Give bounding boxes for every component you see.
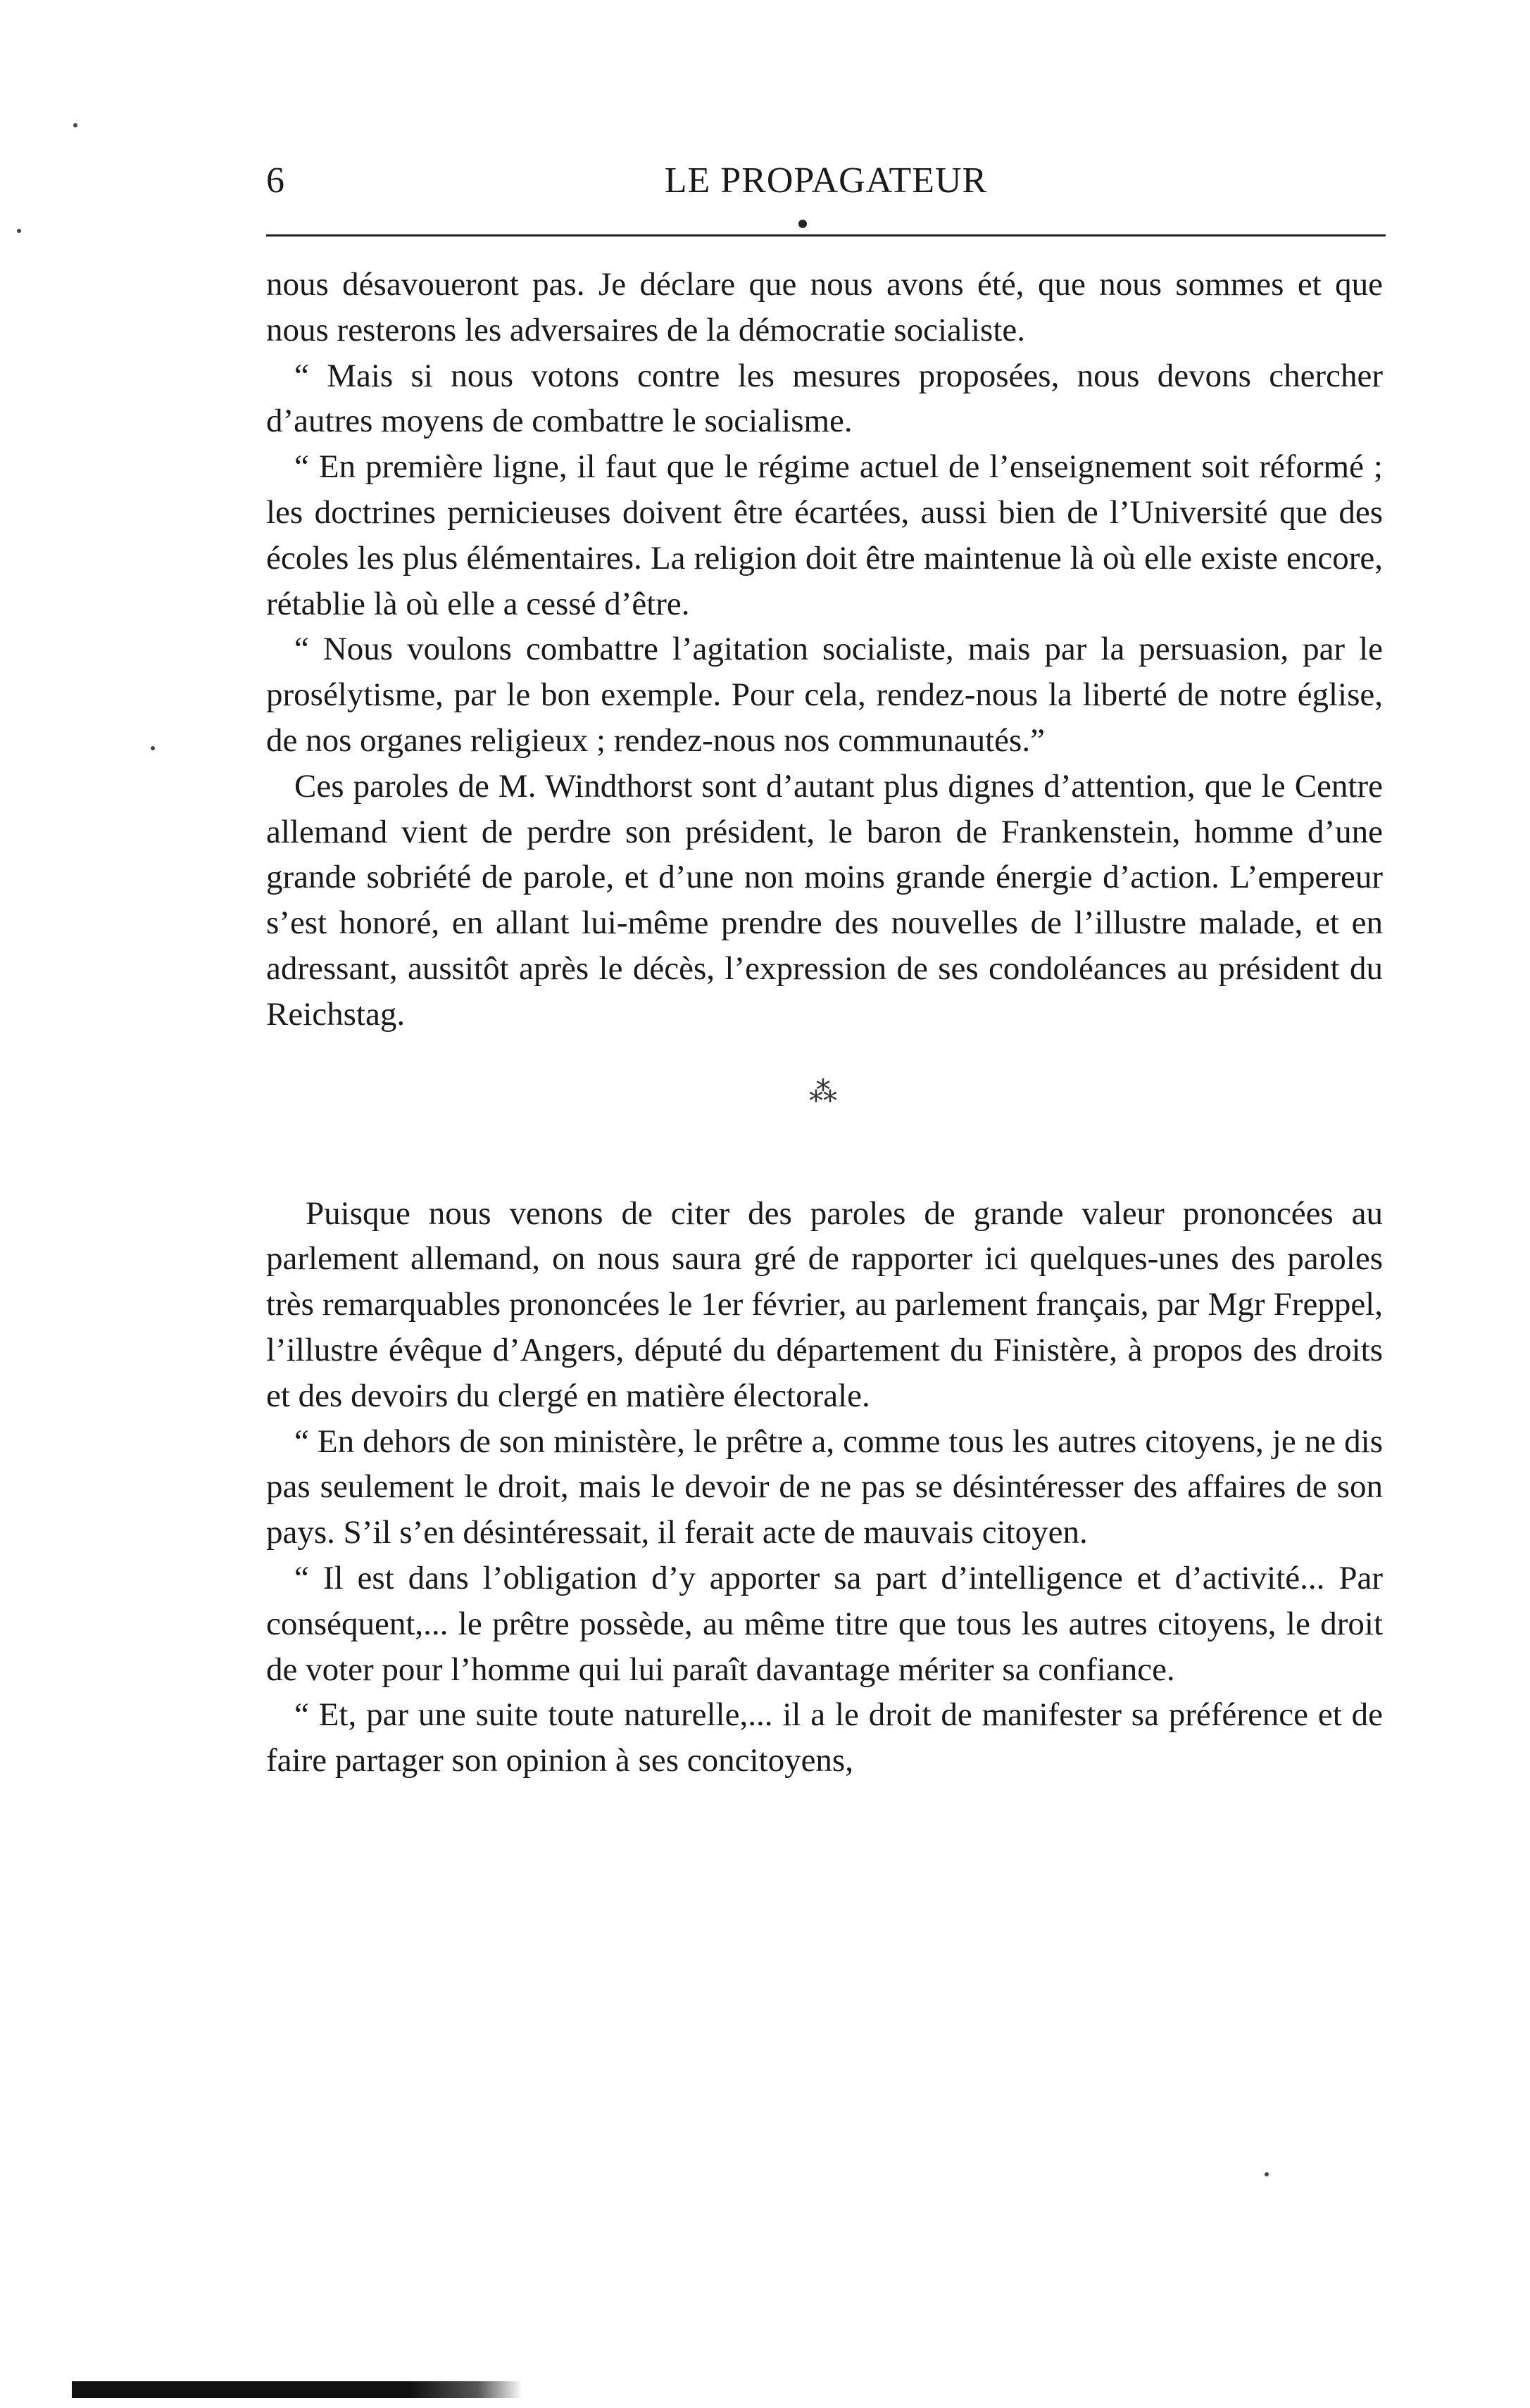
rule-dot bbox=[798, 220, 807, 228]
scan-speck bbox=[73, 123, 77, 127]
paragraph: Ces paroles de M. Windthorst sont d’autant plus dignes d’attention, que le Centre allemand vient de perdre son président, le baron de Frankenstein, homme d’une grande sobriété de parole, et d’une non moins grande énergie d’action. L’empereur s’est honoré, en allant lui-même prendre des nouvelles de l’illustre malade, et en adressant, aussitôt après le décès, l’expression de ses condoléances au président du Reichstag. bbox=[266, 767, 1383, 1033]
paragraph: Puisque nous venons de citer des paroles de grande valeur prononcées au parlement allemand, on nous saura gré de rapporter ici quelques-unes des paroles très remarquables prononcées le 1er février, au parlement français, par Mgr Freppel, l’illustre évêque d’Angers, député du département du Finistère, à propos des droits et des devoirs du clergé en matière électorale. bbox=[266, 1194, 1383, 1414]
running-title: LE PROPAGATEUR bbox=[664, 160, 988, 201]
paragraph: “ En dehors de son ministère, le prêtre a, comme tous les autres citoyens, je ne dis pas seulement le droit, mais le devoir de ne pas se désintéresser des affaires de son pays. S’il s’en désintéressait, il ferait acte de mauvais citoyen. bbox=[266, 1423, 1383, 1551]
section-break bbox=[266, 1156, 1383, 1191]
paragraph: nous désavoueront pas. Je déclare que nous avons été, que nous sommes et que nous resterons les adversaires de la démocratie socialiste. bbox=[266, 266, 1383, 348]
paragraph: “ Mais si nous votons contre les mesures proposées, nous devons chercher d’autres moyens de combattre le socialisme. bbox=[266, 357, 1383, 440]
paragraph: “ En première ligne, il faut que le régime actuel de l’enseignement soit réformé ; les doctrines pernicieuses doivent être écartées, aussi bien de l’Université que des écoles les plus élémentaires. La religion doit être maintenue là où elle existe encore, rétablie là où elle a cessé d’être. bbox=[266, 448, 1383, 622]
paragraph: “ Nous voulons combattre l’agitation socialiste, mais par la persuasion, par le prosélytisme, par le bon exemple. Pour cela, rendez-nous la liberté de notre église, de nos organes religieux ; rendez-nous nos communautés.” bbox=[266, 631, 1383, 759]
scan-artifact-bar bbox=[72, 2381, 522, 2398]
scan-speck bbox=[1265, 2172, 1269, 2176]
page-number: 6 bbox=[266, 160, 284, 201]
scan-speck bbox=[151, 746, 155, 750]
paragraph: “ Et, par une suite toute naturelle,... il a le droit de manifester sa préférence et de faire partager son opinion à ses concitoyens, bbox=[266, 1696, 1383, 1779]
page-header bbox=[266, 156, 1386, 206]
header-rule bbox=[266, 234, 1386, 237]
section-asterism: ⁂ bbox=[809, 1076, 840, 1108]
scan-speck bbox=[17, 229, 21, 233]
paragraph: “ Il est dans l’obligation d’y apporter sa part d’intelligence et d’activité... Par conséquent,... le prêtre possède, au même titre que tous les autres citoyens, le droit de voter pour l’homme qui lui paraît davantage mériter sa confiance. bbox=[266, 1559, 1383, 1688]
body-text bbox=[266, 262, 1383, 1784]
